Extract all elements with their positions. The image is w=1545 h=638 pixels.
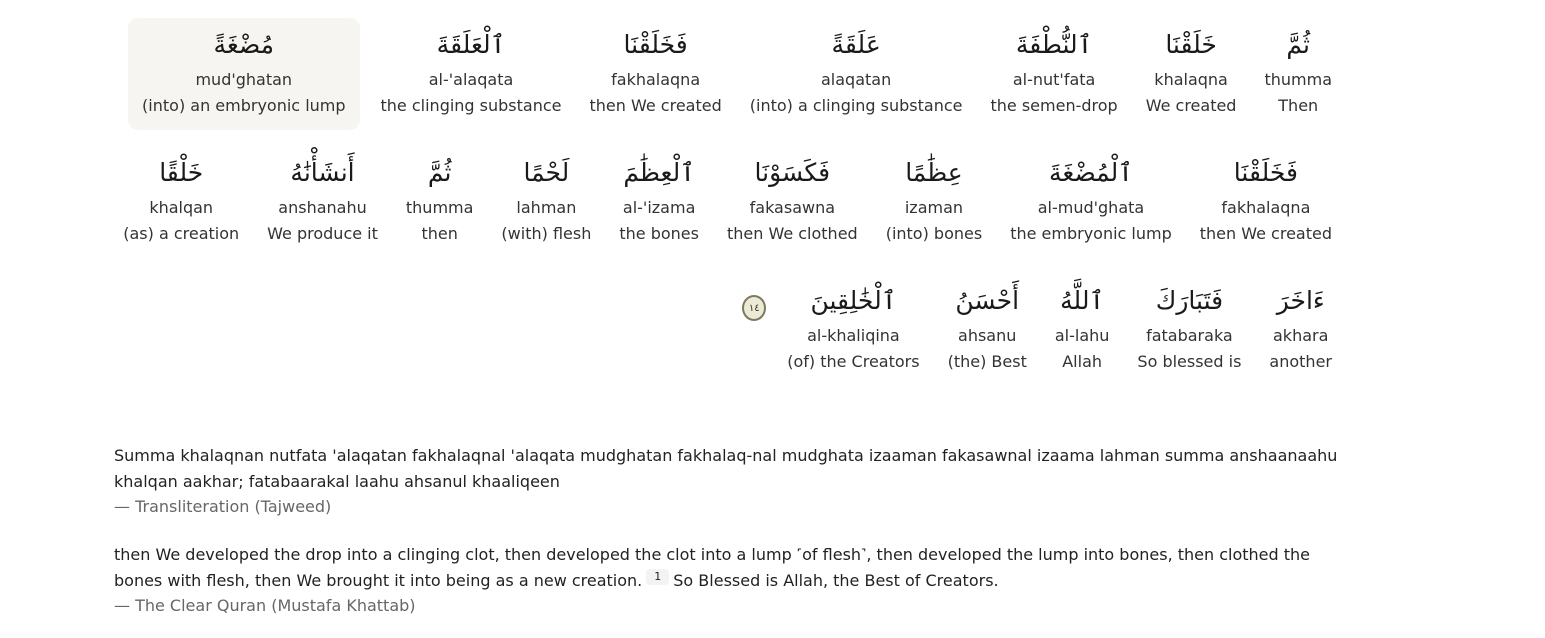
word-meaning: (of) the Creators [787,352,920,371]
word-transliteration: alaqatan [821,70,892,89]
arabic-word: ٱلنُّطْفَةَ [1015,30,1093,59]
arabic-word: ٱلْمُضْغَةَ [1049,158,1133,187]
arabic-word: أَحْسَنُ [955,286,1020,315]
arabic-word: ءَاخَرَ [1276,286,1325,315]
word-item[interactable] [260,146,385,254]
translation-text-continued: So Blessed is Allah, the Best of Creators. [673,571,999,590]
transliteration-source: — Transliteration (Tajweed) [114,497,332,516]
word-item-highlighted[interactable] [128,18,359,130]
word-meaning: the clinging substance [380,96,562,115]
word-transliteration: fatabaraka [1146,326,1233,345]
translation-text: then We developed the drop into a clinging clot, then developed the clot into a lump ˹of flesh˺, then developed the lump into bones, then clothed the bones with flesh, then We brought it into being as a new creation. [114,545,1311,590]
word-transliteration: akhara [1273,326,1329,345]
word-item[interactable] [399,146,481,254]
arabic-word: ثُمَّ [427,158,452,187]
word-meaning: (into) a clinging substance [749,96,963,115]
word-transliteration: fakhalaqna [611,70,701,89]
word-transliteration: izaman [904,198,964,217]
footnote-button[interactable]: 1 [646,569,669,585]
word-transliteration: fakasawna [749,198,836,217]
word-item[interactable] [1139,18,1244,126]
arabic-word: عَلَقَةً [831,30,881,59]
word-meaning: (into) an embryonic lump [142,96,346,115]
arabic-word: خَلَقْنَا [1165,30,1217,59]
word-item[interactable] [1003,146,1179,254]
word-transliteration: ahsanu [958,326,1017,345]
translation-source: — The Clear Quran (Mustafa Khattab) [114,596,416,615]
word-row-1 [128,18,1339,130]
arabic-word: لَحْمًا [523,158,570,187]
word-transliteration: lahman [516,198,577,217]
word-row-2 [116,146,1339,254]
word-item[interactable] [1262,274,1339,382]
word-item[interactable] [879,146,989,254]
word-meaning: the semen-drop [990,96,1118,115]
word-meaning: Allah [1062,352,1103,371]
transliteration-text: Summa khalaqnan nutfata 'alaqatan fakhalaqnal 'alaqata mudghatan fakhalaq-nal mudghata izaaman fakasawnal izaama lahman summa anshaanaahu khalqan aakhar; fatabaarakal laahu ahsanul khaaliqeen [114,446,1338,491]
word-meaning: We produce it [267,224,378,243]
word-meaning: then We created [589,96,722,115]
word-meaning: (into) bones [885,224,983,243]
word-item[interactable] [1193,146,1339,254]
arabic-word: أَنشَأْنَٰهُ [290,158,355,187]
word-transliteration: al-mud'ghata [1037,198,1145,217]
word-transliteration: al-lahu [1054,326,1110,345]
word-item[interactable] [743,18,970,126]
word-transliteration: khalaqna [1154,70,1228,89]
word-transliteration: fakhalaqna [1221,198,1311,217]
word-transliteration: mud'ghatan [195,70,293,89]
arabic-word: ٱلْعِظَٰمَ [623,158,695,187]
arabic-word: فَكَسَوْنَا [754,158,831,187]
word-meaning: We created [1145,96,1237,115]
word-item[interactable] [984,18,1125,126]
word-meaning: (with) flesh [501,224,592,243]
word-meaning: the embryonic lump [1010,224,1172,243]
word-item[interactable] [583,18,729,126]
arabic-word: فَخَلَقْنَا [1233,158,1298,187]
word-meaning: then We clothed [726,224,858,243]
word-meaning: then We created [1199,224,1332,243]
word-transliteration: al-'izama [622,198,696,217]
word-item[interactable] [374,18,569,126]
arabic-word: ثُمَّ [1286,30,1311,59]
word-meaning: another [1269,352,1332,371]
word-meaning: Then [1278,96,1319,115]
word-transliteration: al-khaliqina [807,326,900,345]
word-transliteration: al-'alaqata [428,70,514,89]
word-item[interactable] [1257,18,1339,126]
translation-paragraph [114,542,1354,594]
word-item[interactable] [780,274,926,382]
ayah-number-icon: ١٤ [742,295,766,321]
word-item[interactable] [1130,274,1248,382]
word-item[interactable] [494,146,598,254]
translation-section [114,542,1354,618]
arabic-word: ٱلْخَٰلِقِينَ [810,286,897,315]
arabic-word: فَتَبَارَكَ [1155,286,1224,315]
word-meaning: (the) Best [947,352,1027,371]
word-meaning: So blessed is [1137,352,1242,371]
word-item[interactable] [116,146,246,254]
word-transliteration: thumma [405,198,474,217]
arabic-word: ٱلْعَلَقَةَ [436,30,506,59]
arabic-word: ٱللَّهُ [1060,286,1105,315]
word-transliteration: al-nut'fata [1012,70,1096,89]
word-meaning: the bones [619,224,699,243]
arabic-word: خَلْقًا [159,158,204,187]
word-item[interactable] [720,146,865,254]
word-item[interactable] [1048,274,1117,382]
arabic-word: فَخَلَقْنَا [623,30,688,59]
word-item[interactable] [612,146,706,254]
word-item[interactable] [941,274,1034,382]
word-row-3 [708,274,1339,382]
arabic-word: مُضْغَةً [213,30,275,59]
arabic-word: عِظَٰمًا [905,158,963,187]
word-meaning: (as) a creation [123,224,240,243]
word-meaning: then [421,224,458,243]
word-transliteration: thumma [1264,70,1332,89]
word-transliteration: khalqan [149,198,214,217]
transliteration-section [114,443,1354,519]
word-transliteration: anshanahu [278,198,367,217]
